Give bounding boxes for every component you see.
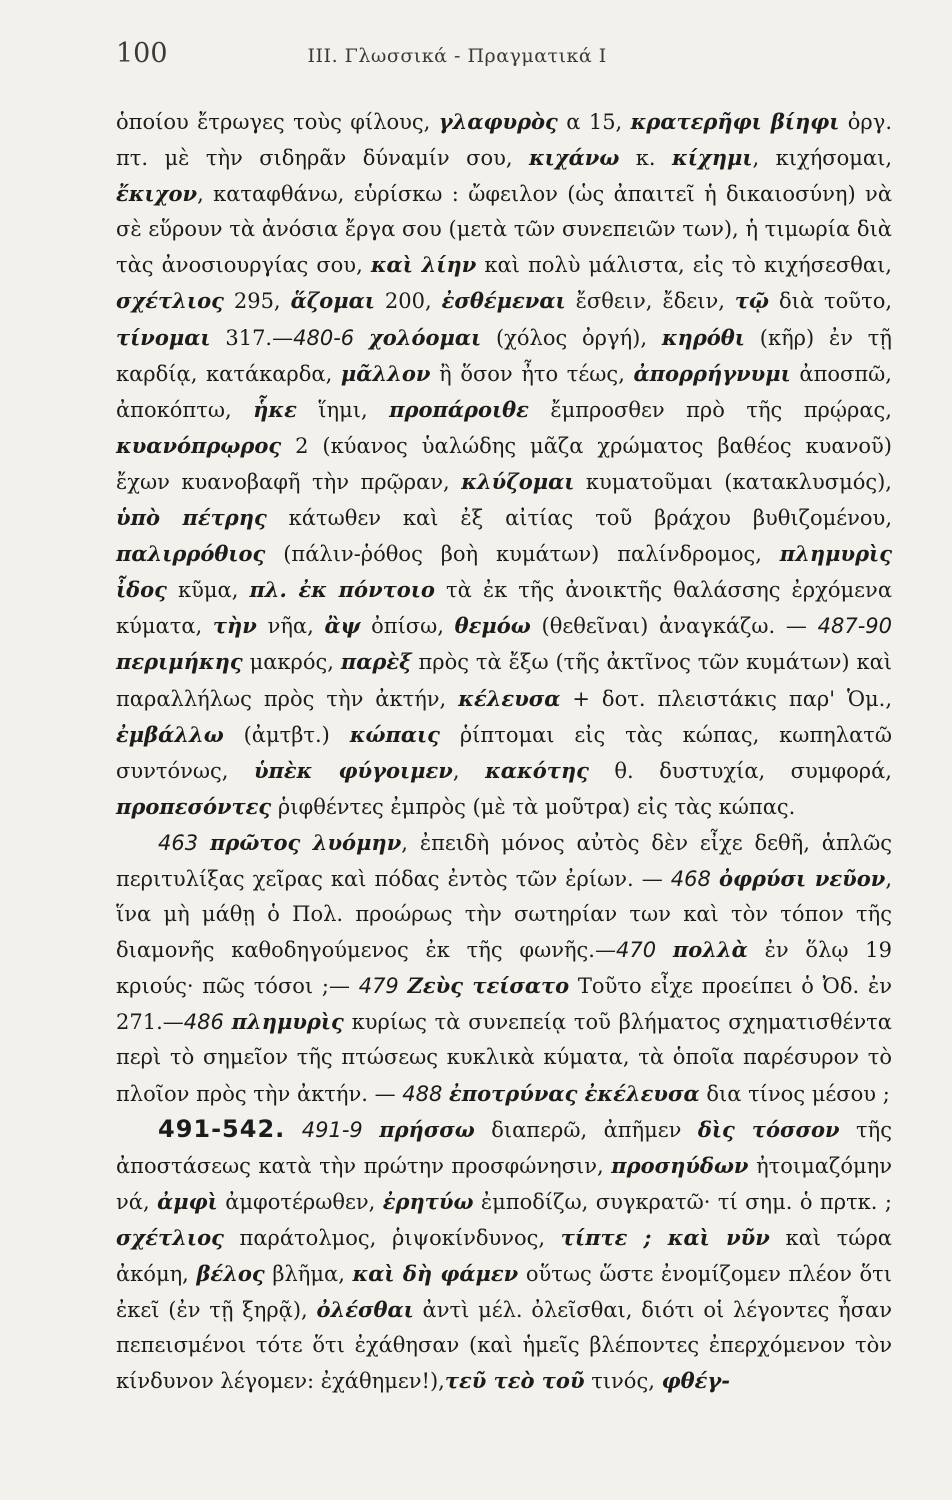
headword: ὑπὲκ φύγοιμεν xyxy=(253,757,453,783)
gloss-text: δια τίνος μέσου ; xyxy=(699,1081,890,1106)
gloss-text xyxy=(399,974,408,998)
gloss-text: 2 (κύανος ὑαλώδης μᾶζα χρώματος βαθέος κυανοῦ) ἔχων κυανοβαφῆ τὴν πρῷραν, xyxy=(116,433,892,494)
headword: σχέτλιος xyxy=(116,288,224,314)
gloss-text: , κιχήσομαι, xyxy=(752,146,892,171)
gloss-text: ἀντὶ μέλ. ὀλεῖσθαι, διότι οἱ λέγοντες ἦσαν πεπεισμένοι τότε ὅτι ἐχάθησαν (καὶ ἡμεῖς βλέποντες ἐπερχόμενον τὸν κίνδυνον λέγομεν: ἐχάθημεν!), xyxy=(116,1298,892,1394)
headword: ἐποτρύνας ἐκέλευσα xyxy=(449,1080,700,1106)
gloss-text: ἠτοιμαζόμην νά, xyxy=(116,1153,892,1214)
verse-reference: 488 xyxy=(402,1081,443,1106)
headword: πλημυρὶς ἶδος xyxy=(116,541,892,603)
headword: ἀπορρήγνυμι xyxy=(633,360,791,386)
headword: κυανόπρῳρος xyxy=(116,432,282,458)
headword: ἔκιχον xyxy=(116,181,198,207)
gloss-text: ἵημι, xyxy=(296,397,390,422)
headword: ἐρητύω xyxy=(382,1188,474,1214)
gloss-text: ὁποίου ἔτρωγες τοὺς φίλους, xyxy=(116,110,439,134)
gloss-text: καὶ πολὺ μάλιστα, εἰς τὸ κιχήσεσθαι, xyxy=(476,253,892,278)
gloss-text: ἀμφοτέρωθεν, xyxy=(217,1189,383,1214)
gloss-text: (πάλιν-ῥόθος βοὴ κυμάτων) παλίνδρομος, xyxy=(265,542,780,567)
headword: ὑπὸ πέτρης xyxy=(116,505,267,531)
headword: προπάροιθε xyxy=(389,396,529,422)
headword: Ζεὺς τείσατο xyxy=(407,973,570,999)
headword: μᾶλλον xyxy=(340,360,431,386)
gloss-text: κυρίως τὰ συνεπείᾳ τοῦ βλήματος σχηματισθέντα περὶ τὸ σημεῖον τῆς πτώσεως κυκλικὰ κύματα, τὰ ὁποῖα παρέσυρον τὸ πλοῖον πρὸς τὴν ἀκτήν. — xyxy=(116,1010,892,1106)
headword: κρατερῆφι βίηφι xyxy=(630,109,840,134)
headword: ὀφρύσι νεῦον xyxy=(718,865,886,891)
headword: ἀμφὶ xyxy=(157,1188,218,1214)
gloss-text xyxy=(656,938,673,962)
gloss-text: θ. δυστυχία, συμφορά, xyxy=(588,758,892,783)
verse-reference: 491-9 xyxy=(301,1117,363,1142)
headword: παρὲξ xyxy=(340,649,412,675)
gloss-text: νῆα, xyxy=(256,614,325,639)
paragraph-2 xyxy=(116,825,892,1112)
headword: ἂψ xyxy=(324,613,361,639)
gloss-text: οὕτως ὥστε ἐνομίζομεν πλέον ὅτι ἐκεῖ (ἐν τῇ ξηρᾷ), xyxy=(116,1262,893,1323)
verse-reference: 463 xyxy=(158,830,199,855)
gloss-text: διὰ τοῦτο, xyxy=(769,289,893,314)
gloss-text: ῥιφθέντες ἐμπρὸς (μὲ τὰ μοῦτρα) εἰς τὰς κώπας. xyxy=(271,794,796,819)
gloss-text: ὀργ. πτ. μὲ τὴν σιδηρᾶν δύναμίν σου, xyxy=(116,110,892,171)
headword: καὶ δὴ φάμεν xyxy=(352,1261,519,1286)
verse-reference: 468 xyxy=(670,866,711,891)
headword: τὴν xyxy=(212,613,257,639)
gloss-text: ἢ ὅσον ἦτο τέως, xyxy=(430,361,634,386)
gloss-text: ὀπίσω, xyxy=(360,614,455,639)
gloss-text xyxy=(354,326,369,350)
headword: κίχημι xyxy=(672,145,753,171)
gloss-text: Τοῦτο εἶχε προείπει ὁ Ὀδ. ἐν 271.— xyxy=(116,974,892,1035)
headword: σχέτλιος xyxy=(116,1224,224,1250)
headword: πλ. ἐκ πόντοιο xyxy=(249,577,435,603)
gloss-text: (ἀμτβτ.) xyxy=(223,722,350,747)
headword: ἐμβάλλω xyxy=(116,721,224,747)
gloss-text: διαπερῶ, ἀπῆμεν xyxy=(474,1117,698,1142)
headword: τίπτε ; καὶ νῦν xyxy=(560,1224,770,1250)
gloss-text: ἔσθειν, ἔδειν, xyxy=(565,289,735,314)
gloss-text: βλῆμα, xyxy=(264,1262,353,1286)
headword: τίνομαι xyxy=(116,324,211,350)
gloss-text: , xyxy=(452,758,486,783)
gloss-text xyxy=(224,1010,232,1034)
headword: πρήσσω xyxy=(379,1116,475,1142)
gloss-text: κυματοῦμαι (κατακλυσμός), xyxy=(574,469,892,494)
gloss-text: α 15, xyxy=(557,110,631,134)
headword: θεμόω xyxy=(454,613,531,639)
paragraph-1 xyxy=(116,104,892,825)
gloss-text: τὰ ἐκ τῆς ἀνοικτῆς θαλάσσης ἐρχόμενα κύματα, xyxy=(116,578,892,639)
gloss-text: , ἐπειδὴ μόνος αὐτὸς δὲν εἶχε δεθῆ, ἁπλῶς περιτυλίξας χεῖρας καὶ πόδας ἐντὸς τῶν ἐρίων. — xyxy=(116,830,892,891)
verse-reference: 470 xyxy=(615,938,657,963)
headword: πλημυρὶς xyxy=(231,1009,344,1035)
commentary-text xyxy=(116,104,892,1399)
gloss-text: κάτωθεν καὶ ἐξ αἰτίας τοῦ βράχου βυθιζομένου, xyxy=(266,506,893,531)
headword: πρῶτος λυόμην xyxy=(209,829,402,855)
verse-reference: 486 xyxy=(183,1010,224,1035)
gloss-text: 295, xyxy=(223,289,291,314)
paragraph-3 xyxy=(116,1112,892,1400)
gloss-text: ἔμπροσθεν πρὸ τῆς πρῴρας, xyxy=(528,397,892,422)
gloss-text xyxy=(285,1118,301,1142)
headword: καὶ λίην xyxy=(370,252,477,278)
headword: φθέγ- xyxy=(661,1368,730,1394)
headword: χολόομαι xyxy=(368,324,482,350)
headword: τεῦ τεὸ τοῦ xyxy=(444,1368,585,1394)
headword: κακότης xyxy=(485,757,589,783)
running-title: ΙΙΙ. Γλωσσικά - Πραγματικά Ι xyxy=(307,45,607,67)
gloss-text: (κῆρ) ἐν τῇ καρδίᾳ, κατάκαρδα, xyxy=(116,325,892,386)
headword: προπεσόντες xyxy=(116,793,272,819)
headword: κηρόθι xyxy=(661,324,745,350)
headword: πολλὰ xyxy=(672,937,748,963)
verse-reference: 480-6 xyxy=(293,325,355,350)
headword: ἧκε xyxy=(253,396,297,422)
verse-reference: 487-90 xyxy=(817,614,892,639)
headword: ἐσθέμεναι xyxy=(441,288,566,314)
gloss-text: καὶ τώρα ἀκόμη, xyxy=(116,1225,892,1286)
gloss-text: , καταφθάνω, εὑρίσκω : ὤφειλον (ὡς ἀπαιτεῖ ἡ δικαιοσύνη) νὰ σὲ εὕρουν τὰ ἀνόσια ἔργα σου (μετὰ τῶν συνεπειῶν των), ἡ τιμωρία διὰ τὰς ἀνοσιουργίας σου, xyxy=(116,182,892,278)
page-number: 100 xyxy=(116,38,168,69)
gloss-text: τῆς ἀποστάσεως κατὰ τὴν πρώτην προσφώνησιν, xyxy=(116,1117,892,1178)
gloss-text: κῦμα, xyxy=(166,578,250,603)
headword: περιμήκης xyxy=(116,649,243,675)
headword: ὀλέσθαι xyxy=(316,1297,414,1323)
gloss-text: ἐμποδίζω, συγκρατῶ· τί σημ. ὁ πρτκ. ; xyxy=(473,1189,892,1214)
gloss-text: μακρός, xyxy=(242,650,341,675)
headword: τῷ xyxy=(734,288,770,314)
headword: προσηύδων xyxy=(611,1152,749,1178)
headword: ἅζομαι xyxy=(290,288,375,314)
gloss-text: ἀποσπῶ, ἀποκόπτω, xyxy=(116,361,892,422)
gloss-text: (θεθεῖναι) ἀναγκάζω. — xyxy=(530,614,818,639)
headword: παλιρρόθιος xyxy=(116,541,266,567)
headword: κιχάνω xyxy=(528,145,620,171)
headword: κλύζομαι xyxy=(461,468,575,494)
gloss-text: ἐν ὅλῳ 19 κριούς· πῶς τόσοι ;— xyxy=(116,938,892,999)
headword: κώπαις xyxy=(349,721,440,747)
gloss-text: ῥίπτομαι εἰς τὰς κώπας, κωπηλατῶ συντόνως, xyxy=(116,722,892,783)
headword: γλαφυρὸς xyxy=(438,109,558,134)
gloss-text xyxy=(363,1118,379,1142)
gloss-text: τινός, xyxy=(584,1369,662,1394)
gloss-text: κ. xyxy=(619,146,673,171)
gloss-text: , ἵνα μὴ μάθῃ ὁ Πολ. προώρως τὴν σωτηρίαν των καὶ τὸν τόπον τῆς διαμονῆς καθοδηγούμενος ἐκ τῆς φωνῆς.— xyxy=(116,866,892,963)
section-heading: 491-542. xyxy=(158,1114,286,1143)
gloss-text: πρὸς τὰ ἔξω (τῆς ἀκτῖνος τῶν κυμάτων) καὶ παραλλήλως πρὸς τὴν ἀκτήν, xyxy=(116,650,892,711)
gloss-text xyxy=(711,867,719,891)
headword: δὶς τόσσον xyxy=(697,1116,840,1142)
headword: κέλευσα xyxy=(458,685,561,711)
gloss-text: 200, xyxy=(374,289,442,314)
headword: βέλος xyxy=(196,1261,265,1286)
gloss-text: + δοτ. πλειστάκις παρ' Ὁμ., xyxy=(560,686,892,711)
gloss-text: παράτολμος, ῥιψοκίνδυνος, xyxy=(223,1225,561,1250)
page-header xyxy=(116,38,892,88)
verse-reference: 479 xyxy=(358,974,399,999)
gloss-text xyxy=(198,831,210,855)
gloss-text: (χόλος ὀργή), xyxy=(481,325,662,350)
gloss-text: 317.— xyxy=(210,325,294,350)
